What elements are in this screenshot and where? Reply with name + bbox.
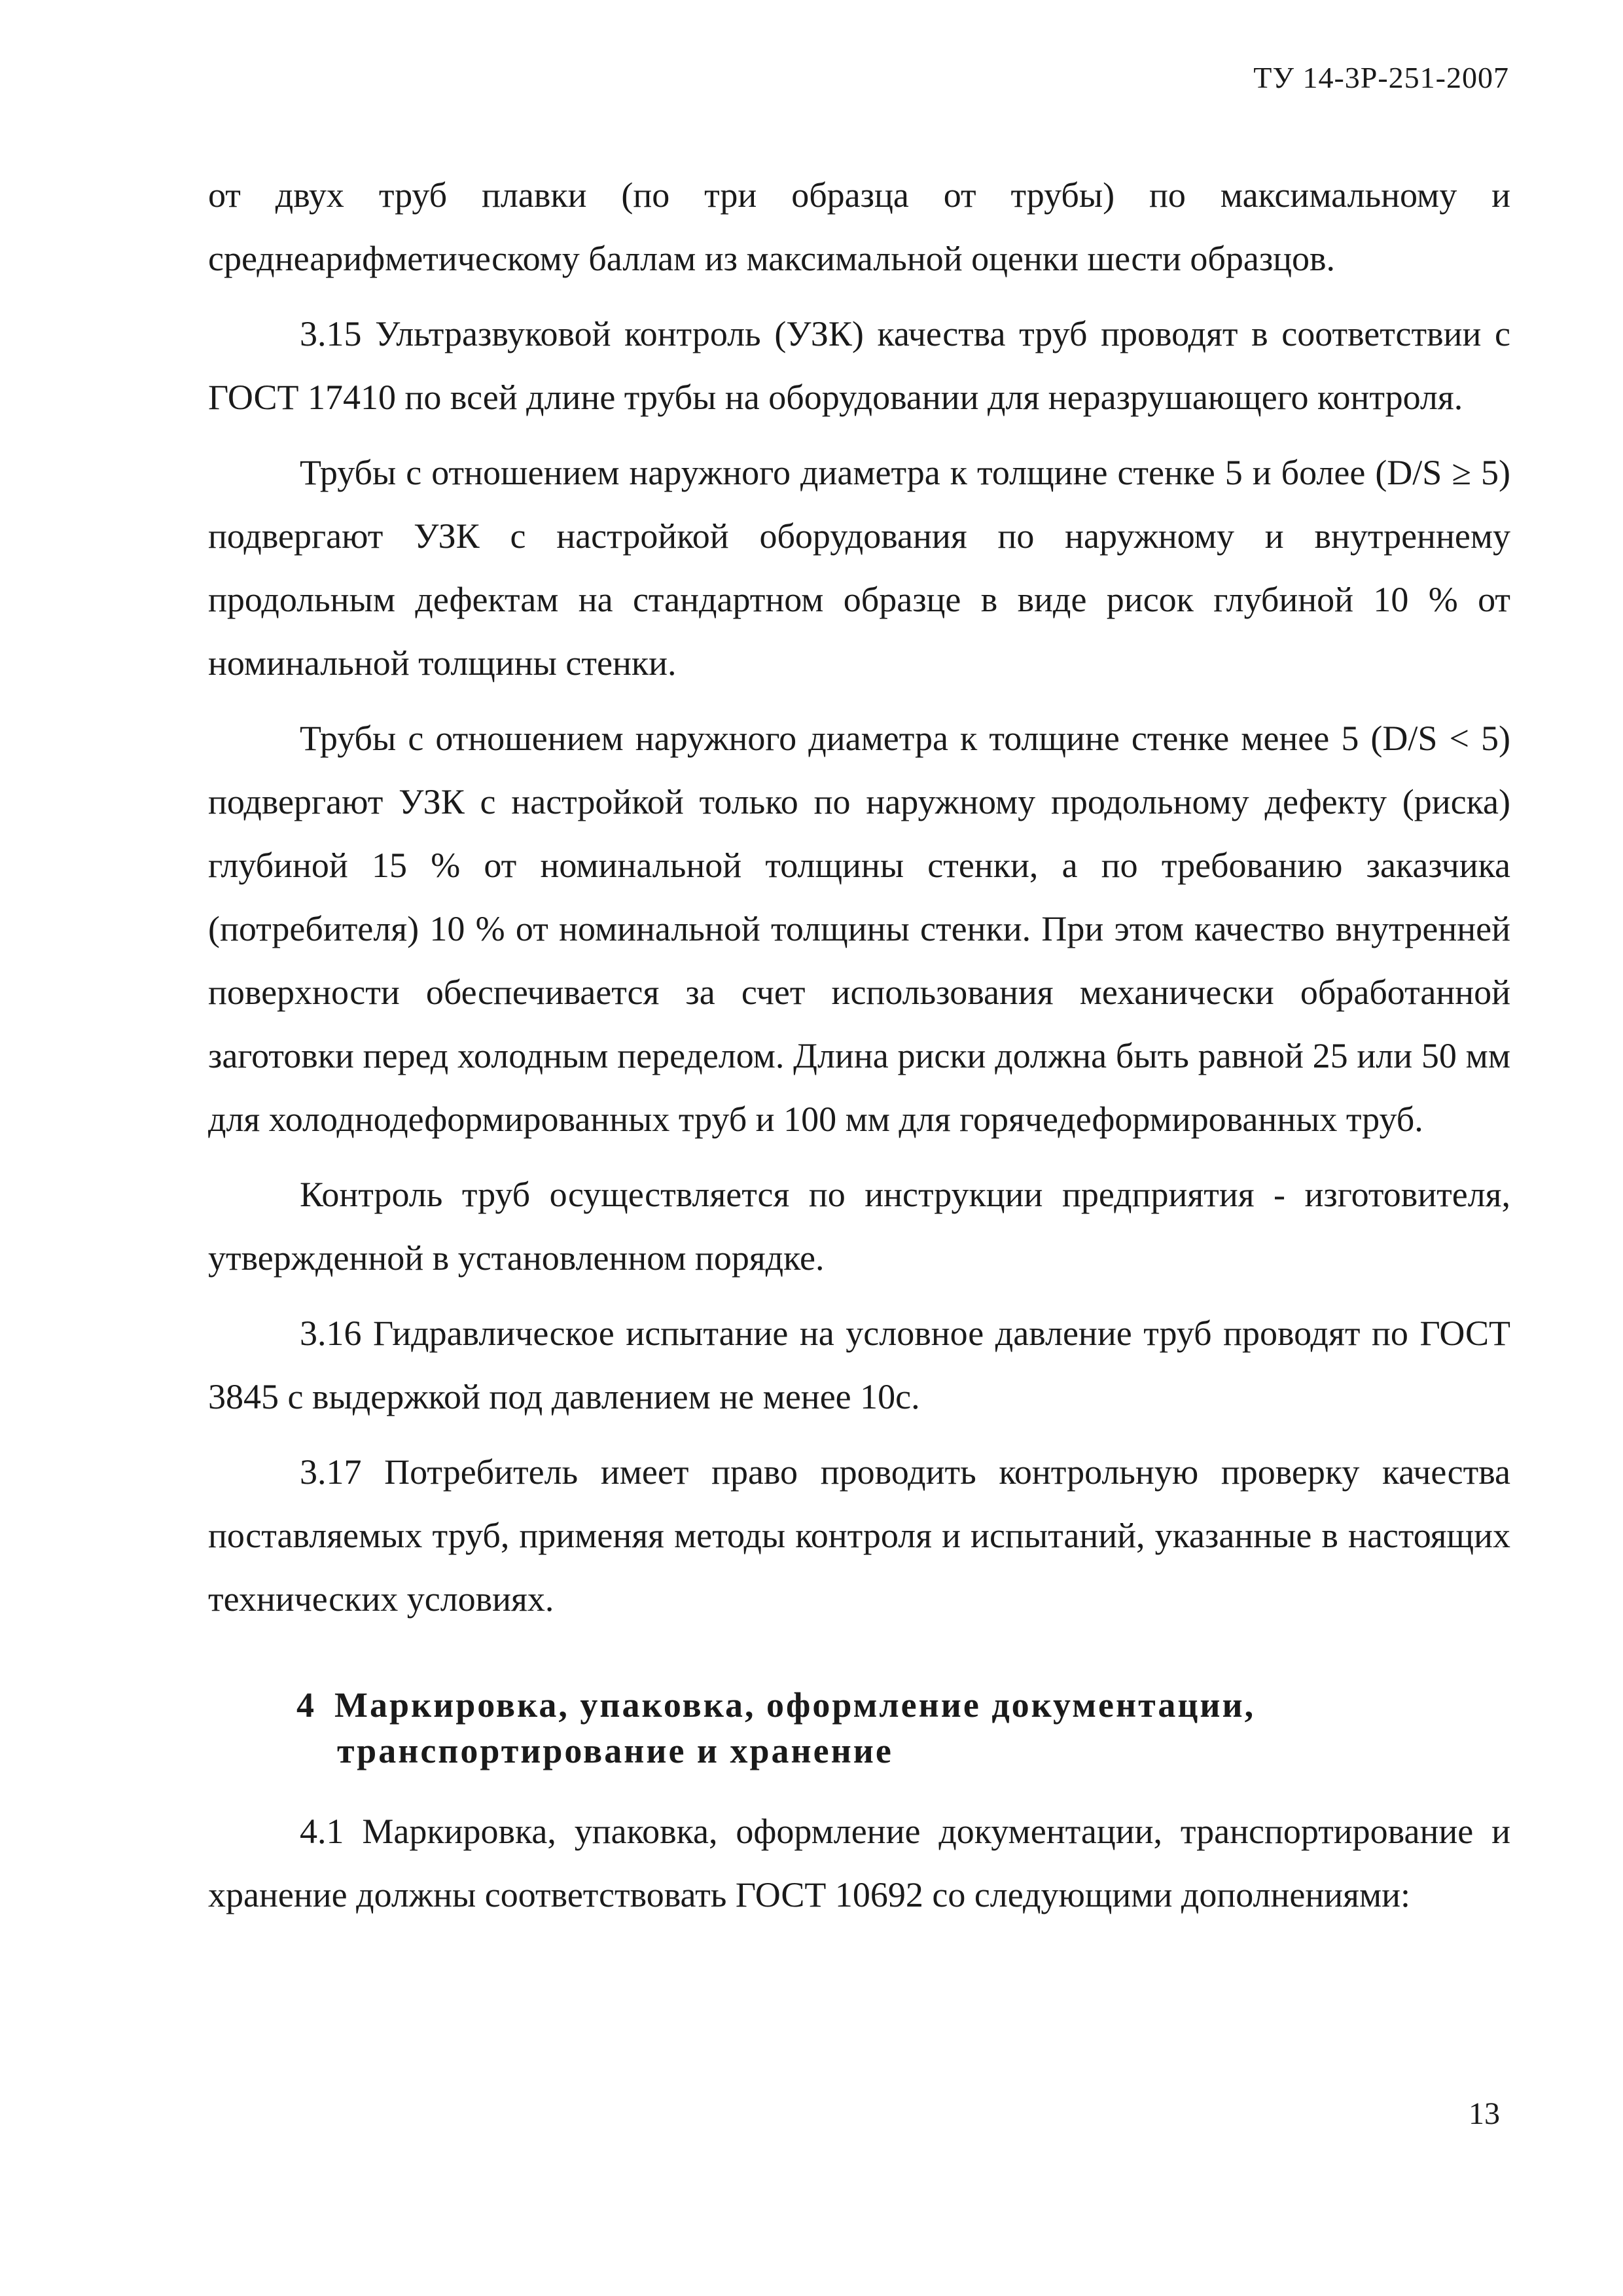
document-code-header: ТУ 14-3Р-251-2007: [1253, 61, 1509, 94]
section-title-part-1: Маркировка, упаковка, оформление документации,: [334, 1685, 1256, 1725]
document-body: [208, 164, 1510, 1939]
paragraph-control-instruction: Контроль труб осуществляется по инструкции предприятия - изготовителя, утвержденной в установленном порядке.: [208, 1175, 1510, 1278]
section-4-heading-line-1: [296, 1682, 1510, 1728]
page-number: 13: [1469, 2096, 1500, 2131]
paragraph-3-17: 3.17 Потребитель имеет право проводить контрольную проверку качества поставляемых труб, применяя методы контроля и испытаний, указанные в настоящих технических условиях.: [208, 1452, 1510, 1619]
section-4-heading: [208, 1682, 1510, 1774]
paragraph-continuation: от двух труб плавки (по три образца от трубы) по максимальному и среднеарифметическому баллам из максимальной оценки шести образцов.: [208, 175, 1510, 278]
section-number: 4: [296, 1685, 316, 1725]
paragraph-3-16: 3.16 Гидравлическое испытание на условное давление труб проводят по ГОСТ 3845 с выдержкой под давлением не менее 10с.: [208, 1314, 1510, 1416]
paragraph-ds-lt-5: Трубы с отношением наружного диаметра к толщине стенке менее 5 (D/S < 5) подвергают УЗК с настройкой только по наружному продольному дефекту (риска) глубиной 15 % от номинальной толщины стенки, а по требованию заказчика (потребителя) 10 % от номинальной толщины стенки. При этом качество внутренней поверхности обеспечивается за счет использования механически обработанной заготовки перед холодным переделом. Длина риски должна быть равной 25 или 50 мм для холоднодеформированных труб и 100 мм для горячедеформированных труб.: [208, 719, 1510, 1139]
section-title-part-2: транспортирование и хранение: [337, 1731, 893, 1770]
paragraph-3-15: 3.15 Ультразвуковой контроль (УЗК) качества труб проводят в соответствии с ГОСТ 17410 по всей длине трубы на оборудовании для неразрушающего контроля.: [208, 314, 1510, 417]
paragraph-ds-ge-5: Трубы с отношением наружного диаметра к толщине стенке 5 и более (D/S ≥ 5) подвергают УЗК с настройкой оборудования по наружному и внутреннему продольным дефектам на стандартном образце в виде рисок глубиной 10 % от номинальной толщины стенки.: [208, 453, 1510, 683]
paragraph-4-1: 4.1 Маркировка, упаковка, оформление документации, транспортирование и хранение должны соответствовать ГОСТ 10692 со следующими дополнениями:: [208, 1812, 1510, 1914]
